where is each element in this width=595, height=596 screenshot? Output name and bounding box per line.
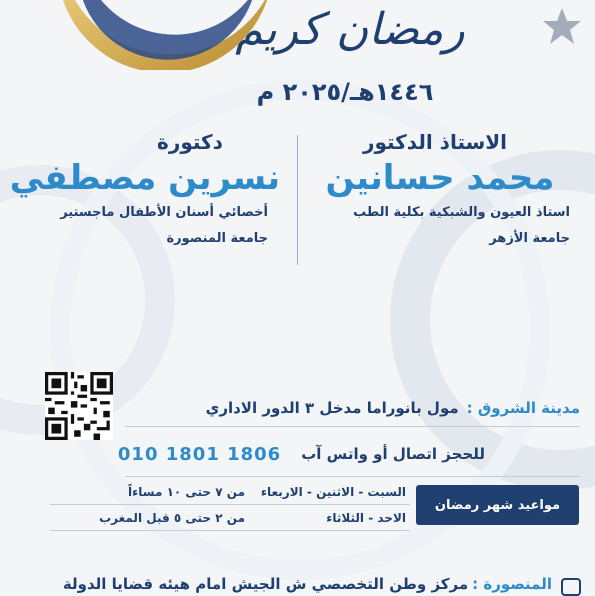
address-label: مدينة الشروق : — [466, 399, 580, 417]
divider — [125, 476, 580, 477]
booking-label: للحجز اتصال أو واتس آب — [301, 445, 485, 463]
doctor-title: الاستاذ الدكتور — [362, 130, 508, 154]
doctor-specialty: أخصائي أسنان الأطفال ماجستير — [60, 205, 268, 220]
schedule-row — [50, 508, 410, 528]
branch-row — [40, 573, 580, 595]
divider — [125, 426, 580, 427]
schedule-days: السبت - الاثنين - الاربعاء — [260, 485, 406, 499]
phone-number[interactable]: 010 1801 1806 — [117, 443, 282, 465]
schedule-time: من ٧ حتى ١٠ مساءاً — [127, 485, 245, 499]
doctor-title: دكتورة — [157, 130, 223, 154]
divider — [50, 504, 410, 505]
hijri-gregorian-year: ١٤٤٦هـ/٢٠٢٥ م — [256, 78, 434, 106]
ramadan-schedule-badge: مواعيد شهر رمضان — [416, 485, 579, 525]
vertical-divider — [297, 135, 298, 265]
ramadan-greeting: رمضان كريم — [235, 4, 465, 55]
schedule-row — [50, 482, 410, 502]
branch-label: المنصورة : — [472, 575, 552, 593]
qr-code[interactable] — [45, 372, 113, 440]
doctor-name: محمد حسانين — [325, 158, 555, 198]
doctor-university: جامعة المنصورة — [166, 231, 268, 246]
doctor-card-1 — [300, 128, 580, 252]
divider — [50, 530, 410, 531]
schedule-days: الاحد - الثلاثاء — [326, 511, 406, 525]
doctor-university: جامعة الأزهر — [489, 231, 570, 246]
schedule-time: من ٢ حتى ٥ قبل المغرب — [99, 511, 245, 525]
doctor-name: نسرين مصطفي — [9, 158, 280, 198]
doctor-card-2 — [10, 128, 290, 252]
branch-text: مركز وطن التخصصي ش الجيش امام هيئه قضايا الدولة — [62, 575, 469, 593]
star-icon — [540, 6, 584, 46]
booking-row — [117, 440, 485, 468]
doctor-specialty: استاذ العيون والشبكية بكلية الطب — [353, 205, 570, 220]
address-row — [130, 396, 580, 420]
address-text: مول بانوراما مدخل ٣ الدور الاداري — [205, 399, 459, 417]
